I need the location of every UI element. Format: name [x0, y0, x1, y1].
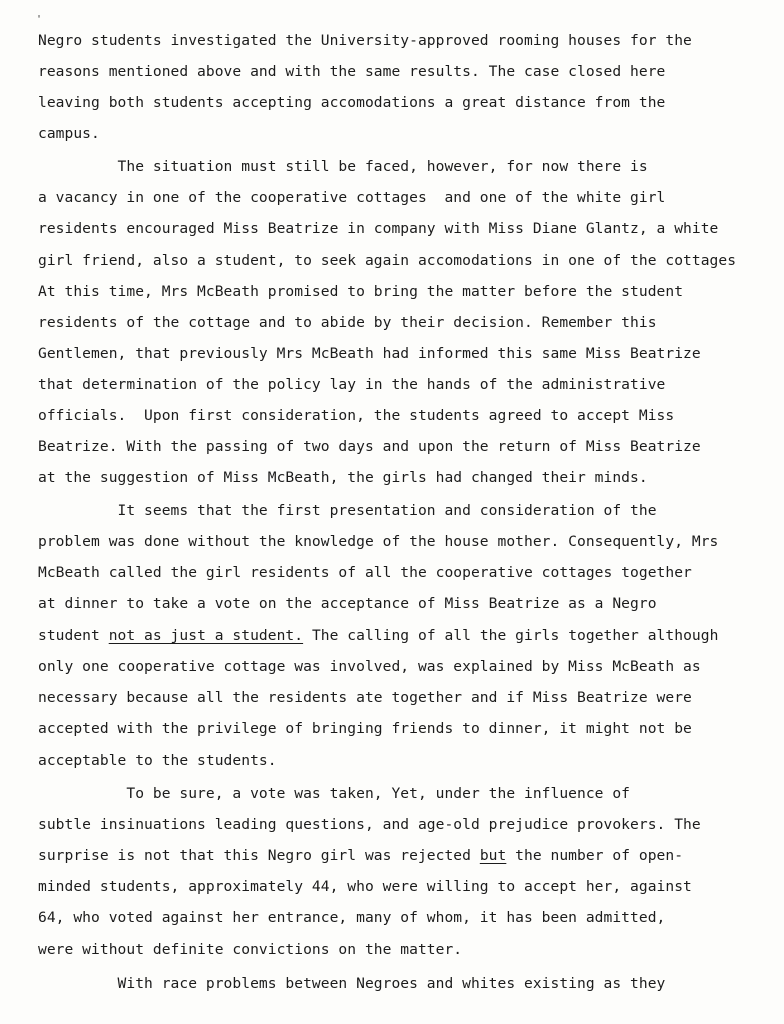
text-line: officials. Upon first consideration, the students agreed to accept Miss — [38, 407, 675, 424]
text-line: surprise is not that this Negro girl was rejected but the number of open- — [38, 847, 684, 864]
text-line: acceptable to the students. — [38, 752, 277, 769]
text-line: McBeath called the girl residents of all the cooperative cottages together — [38, 564, 692, 581]
text-line: residents encouraged Miss Beatrize in company with Miss Diane Glantz, a white — [38, 220, 719, 237]
underlined-word: but — [479, 847, 507, 864]
text-line: accepted with the privilege of bringing friends to dinner, it might not be — [38, 720, 692, 737]
text-line: at the suggestion of Miss McBeath, the girls had changed their minds. — [38, 469, 648, 486]
text-line: reasons mentioned above and with the same results. The case closed here — [38, 63, 666, 80]
stray-mark: ' — [36, 14, 43, 25]
text-line: a vacancy in one of the cooperative cottages and one of the white girl — [38, 189, 666, 206]
text-line: Beatrize. With the passing of two days and upon the return of Miss Beatrize — [38, 438, 701, 455]
text-line: leaving both students accepting accomodations a great distance from the — [38, 94, 666, 111]
text-line: minded students, approximately 44, who were willing to accept her, against — [38, 878, 692, 895]
text-line: To be sure, a vote was taken, Yet, under the influence of — [38, 785, 631, 802]
text-line: necessary because all the residents ate together and if Miss Beatrize were — [38, 689, 692, 706]
text-line: Negro students investigated the University-approved rooming houses for the — [38, 32, 692, 49]
text-line: Gentlemen, that previously Mrs McBeath had informed this same Miss Beatrize — [38, 345, 701, 362]
text-line: It seems that the first presentation and consideration of the — [38, 502, 657, 519]
text-line: With race problems between Negroes and whites existing as they — [38, 975, 666, 992]
text-line: student not as just a student. The calling of all the girls together although — [38, 627, 719, 644]
text-line: 64, who voted against her entrance, many of whom, it has been admitted, — [38, 909, 666, 926]
text-line: subtle insinuations leading questions, and age-old prejudice provokers. The — [38, 816, 701, 833]
text-line: At this time, Mrs McBeath promised to bring the matter before the student — [38, 283, 684, 300]
text-line: girl friend, also a student, to seek again accomodations in one of the cottages — [38, 252, 737, 269]
text-line: problem was done without the knowledge of the house mother. Consequently, Mrs — [38, 533, 719, 550]
text-line: The situation must still be faced, however, for now there is — [38, 158, 648, 175]
text-line: that determination of the policy lay in the hands of the administrative — [38, 376, 666, 393]
text-line: at dinner to take a vote on the acceptance of Miss Beatrize as a Negro — [38, 595, 657, 612]
text-line: only one cooperative cottage was involved, was explained by Miss McBeath as — [38, 658, 701, 675]
text-line: residents of the cottage and to abide by their decision. Remember this — [38, 314, 657, 331]
text-line: campus. — [38, 125, 100, 142]
text-line: were without definite convictions on the matter. — [38, 941, 463, 958]
underlined-phrase: not as just a student. — [108, 627, 304, 644]
